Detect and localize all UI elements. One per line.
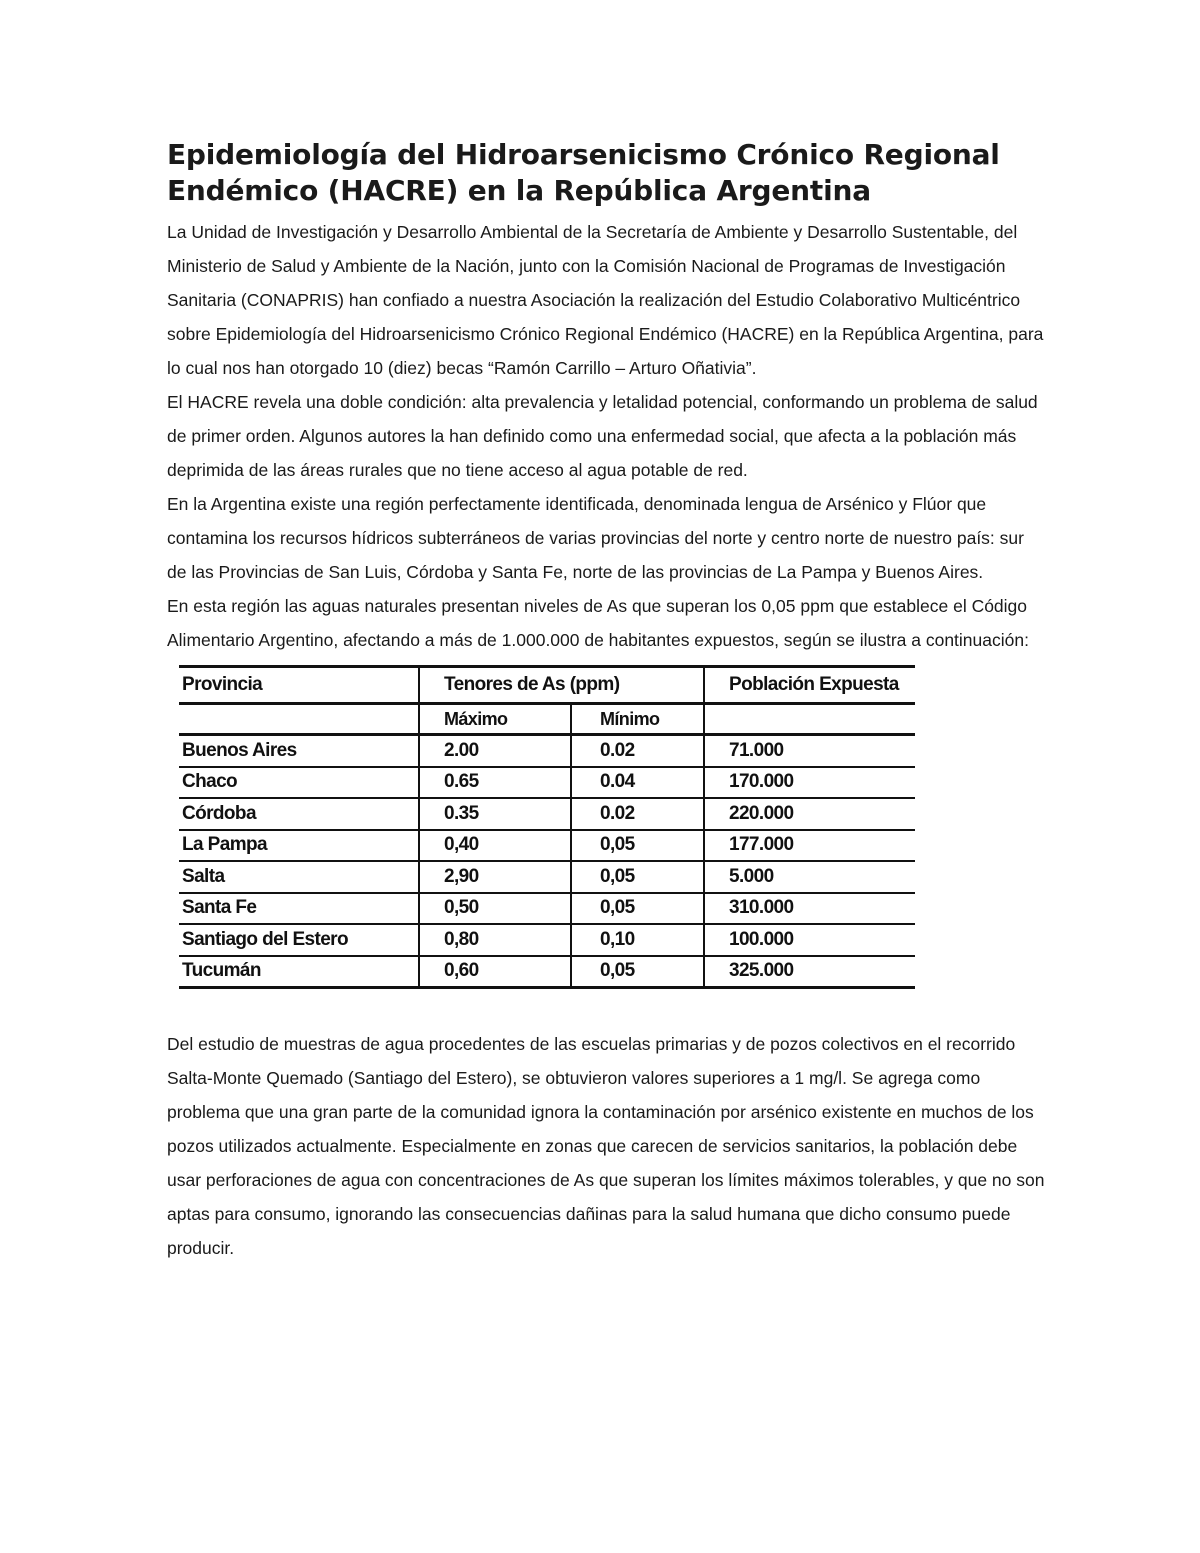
cell-poblacion: 220.000 — [704, 798, 915, 830]
paragraph-region: En la Argentina existe una región perfectamente identificada, denominada lengua de Arsénico y Flúor que contamina los recursos hídricos subterráneos de varias provincias del norte y centro norte de nuestro país: sur de las Provincias de San Luis, Córdoba y Santa Fe, norte de las provincias de La Pampa y Buenos Aires. — [167, 494, 1024, 582]
cell-maximo: 0.35 — [419, 798, 571, 830]
cell-minimo: 0,05 — [571, 830, 704, 862]
cell-provincia: Santiago del Estero — [179, 924, 419, 956]
header-minimo: Mínimo — [571, 704, 704, 735]
cell-poblacion: 310.000 — [704, 893, 915, 925]
cell-minimo: 0,05 — [571, 893, 704, 925]
cell-provincia: Santa Fe — [179, 893, 419, 925]
cell-poblacion: 177.000 — [704, 830, 915, 862]
header-tenores: Tenores de As (ppm) — [419, 667, 704, 704]
paragraph-intro: La Unidad de Investigación y Desarrollo Ambiental de la Secretaría de Ambiente y Desarrollo Sustentable, del Ministerio de Salud y Ambiente de la Nación, junto con la Comisión Nacional de Programas de Investigación Sanitaria (CONAPRIS) han confiado a nuestra Asociación la realización del Estudio Colaborativo Multicéntrico sobre Epidemiología del Hidroarsenicismo Crónico Regional Endémico (HACRE) en la República Argentina, para lo cual nos han otorgado 10 (diez) becas “Ramón Carrillo – Arturo Oñativia”. — [167, 222, 1044, 378]
cell-maximo: 0,40 — [419, 830, 571, 862]
subheader-empty-poblacion — [704, 704, 915, 735]
cell-poblacion: 5.000 — [704, 861, 915, 893]
cell-maximo: 2.00 — [419, 735, 571, 767]
table-row — [179, 830, 915, 862]
table-row — [179, 956, 915, 988]
cell-minimo: 0,05 — [571, 956, 704, 988]
arsenic-table — [179, 665, 915, 989]
header-provincia: Provincia — [179, 667, 419, 704]
cell-poblacion: 71.000 — [704, 735, 915, 767]
paragraph-levels: En esta región las aguas naturales presentan niveles de As que superan los 0,05 ppm que establece el Código Alimentario Argentino, afectando a más de 1.000.000 de habitantes expuestos, según se ilustra a continuación: — [167, 596, 1029, 650]
cell-maximo: 0,60 — [419, 956, 571, 988]
cell-poblacion: 170.000 — [704, 767, 915, 799]
table-row — [179, 767, 915, 799]
cell-provincia: La Pampa — [179, 830, 419, 862]
cell-maximo: 2,90 — [419, 861, 571, 893]
cell-maximo: 0,80 — [419, 924, 571, 956]
cell-provincia: Chaco — [179, 767, 419, 799]
conclusion-section — [167, 1027, 1047, 1265]
document-title: Epidemiología del Hidroarsenicismo Crónico Regional Endémico (HACRE) en la República Argentina — [167, 138, 1000, 207]
cell-provincia: Córdoba — [179, 798, 419, 830]
table-row — [179, 798, 915, 830]
cell-minimo: 0.02 — [571, 798, 704, 830]
paragraph-hacre: El HACRE revela una doble condición: alta prevalencia y letalidad potencial, conformando un problema de salud de primer orden. Algunos autores la han definido como una enfermedad social, que afecta a la población más deprimida de las áreas rurales que no tiene acceso al agua potable de red. — [167, 392, 1038, 480]
table-row — [179, 861, 915, 893]
document-page — [167, 137, 1047, 1265]
arsenic-table-container — [179, 665, 915, 989]
table-subheader-row — [179, 704, 915, 735]
cell-poblacion: 100.000 — [704, 924, 915, 956]
cell-provincia: Tucumán — [179, 956, 419, 988]
cell-poblacion: 325.000 — [704, 956, 915, 988]
cell-minimo: 0,10 — [571, 924, 704, 956]
table-header-row — [179, 667, 915, 704]
cell-minimo: 0,05 — [571, 861, 704, 893]
table-row — [179, 735, 915, 767]
cell-maximo: 0.65 — [419, 767, 571, 799]
cell-maximo: 0,50 — [419, 893, 571, 925]
paragraph-study: Del estudio de muestras de agua procedentes de las escuelas primarias y de pozos colectivos en el recorrido Salta-Monte Quemado (Santiago del Estero), se obtuvieron valores superiores a 1 mg/l. Se agrega como problema que una gran parte de la comunidad ignora la contaminación por arsénico existente en muchos de los pozos utilizados actualmente. Especialmente en zonas que carecen de servicios sanitarios, la población debe usar perforaciones de agua con concentraciones de As que superan los límites máximos tolerables, y que no son aptas para consumo, ignorando las consecuencias dañinas para la salud humana que dicho consumo puede producir. — [167, 1034, 1045, 1258]
table-row — [179, 893, 915, 925]
subheader-empty — [179, 704, 419, 735]
header-maximo: Máximo — [419, 704, 571, 735]
table-row — [179, 924, 915, 956]
cell-minimo: 0.04 — [571, 767, 704, 799]
cell-minimo: 0.02 — [571, 735, 704, 767]
cell-provincia: Salta — [179, 861, 419, 893]
cell-provincia: Buenos Aires — [179, 735, 419, 767]
header-poblacion: Población Expuesta — [704, 667, 915, 704]
